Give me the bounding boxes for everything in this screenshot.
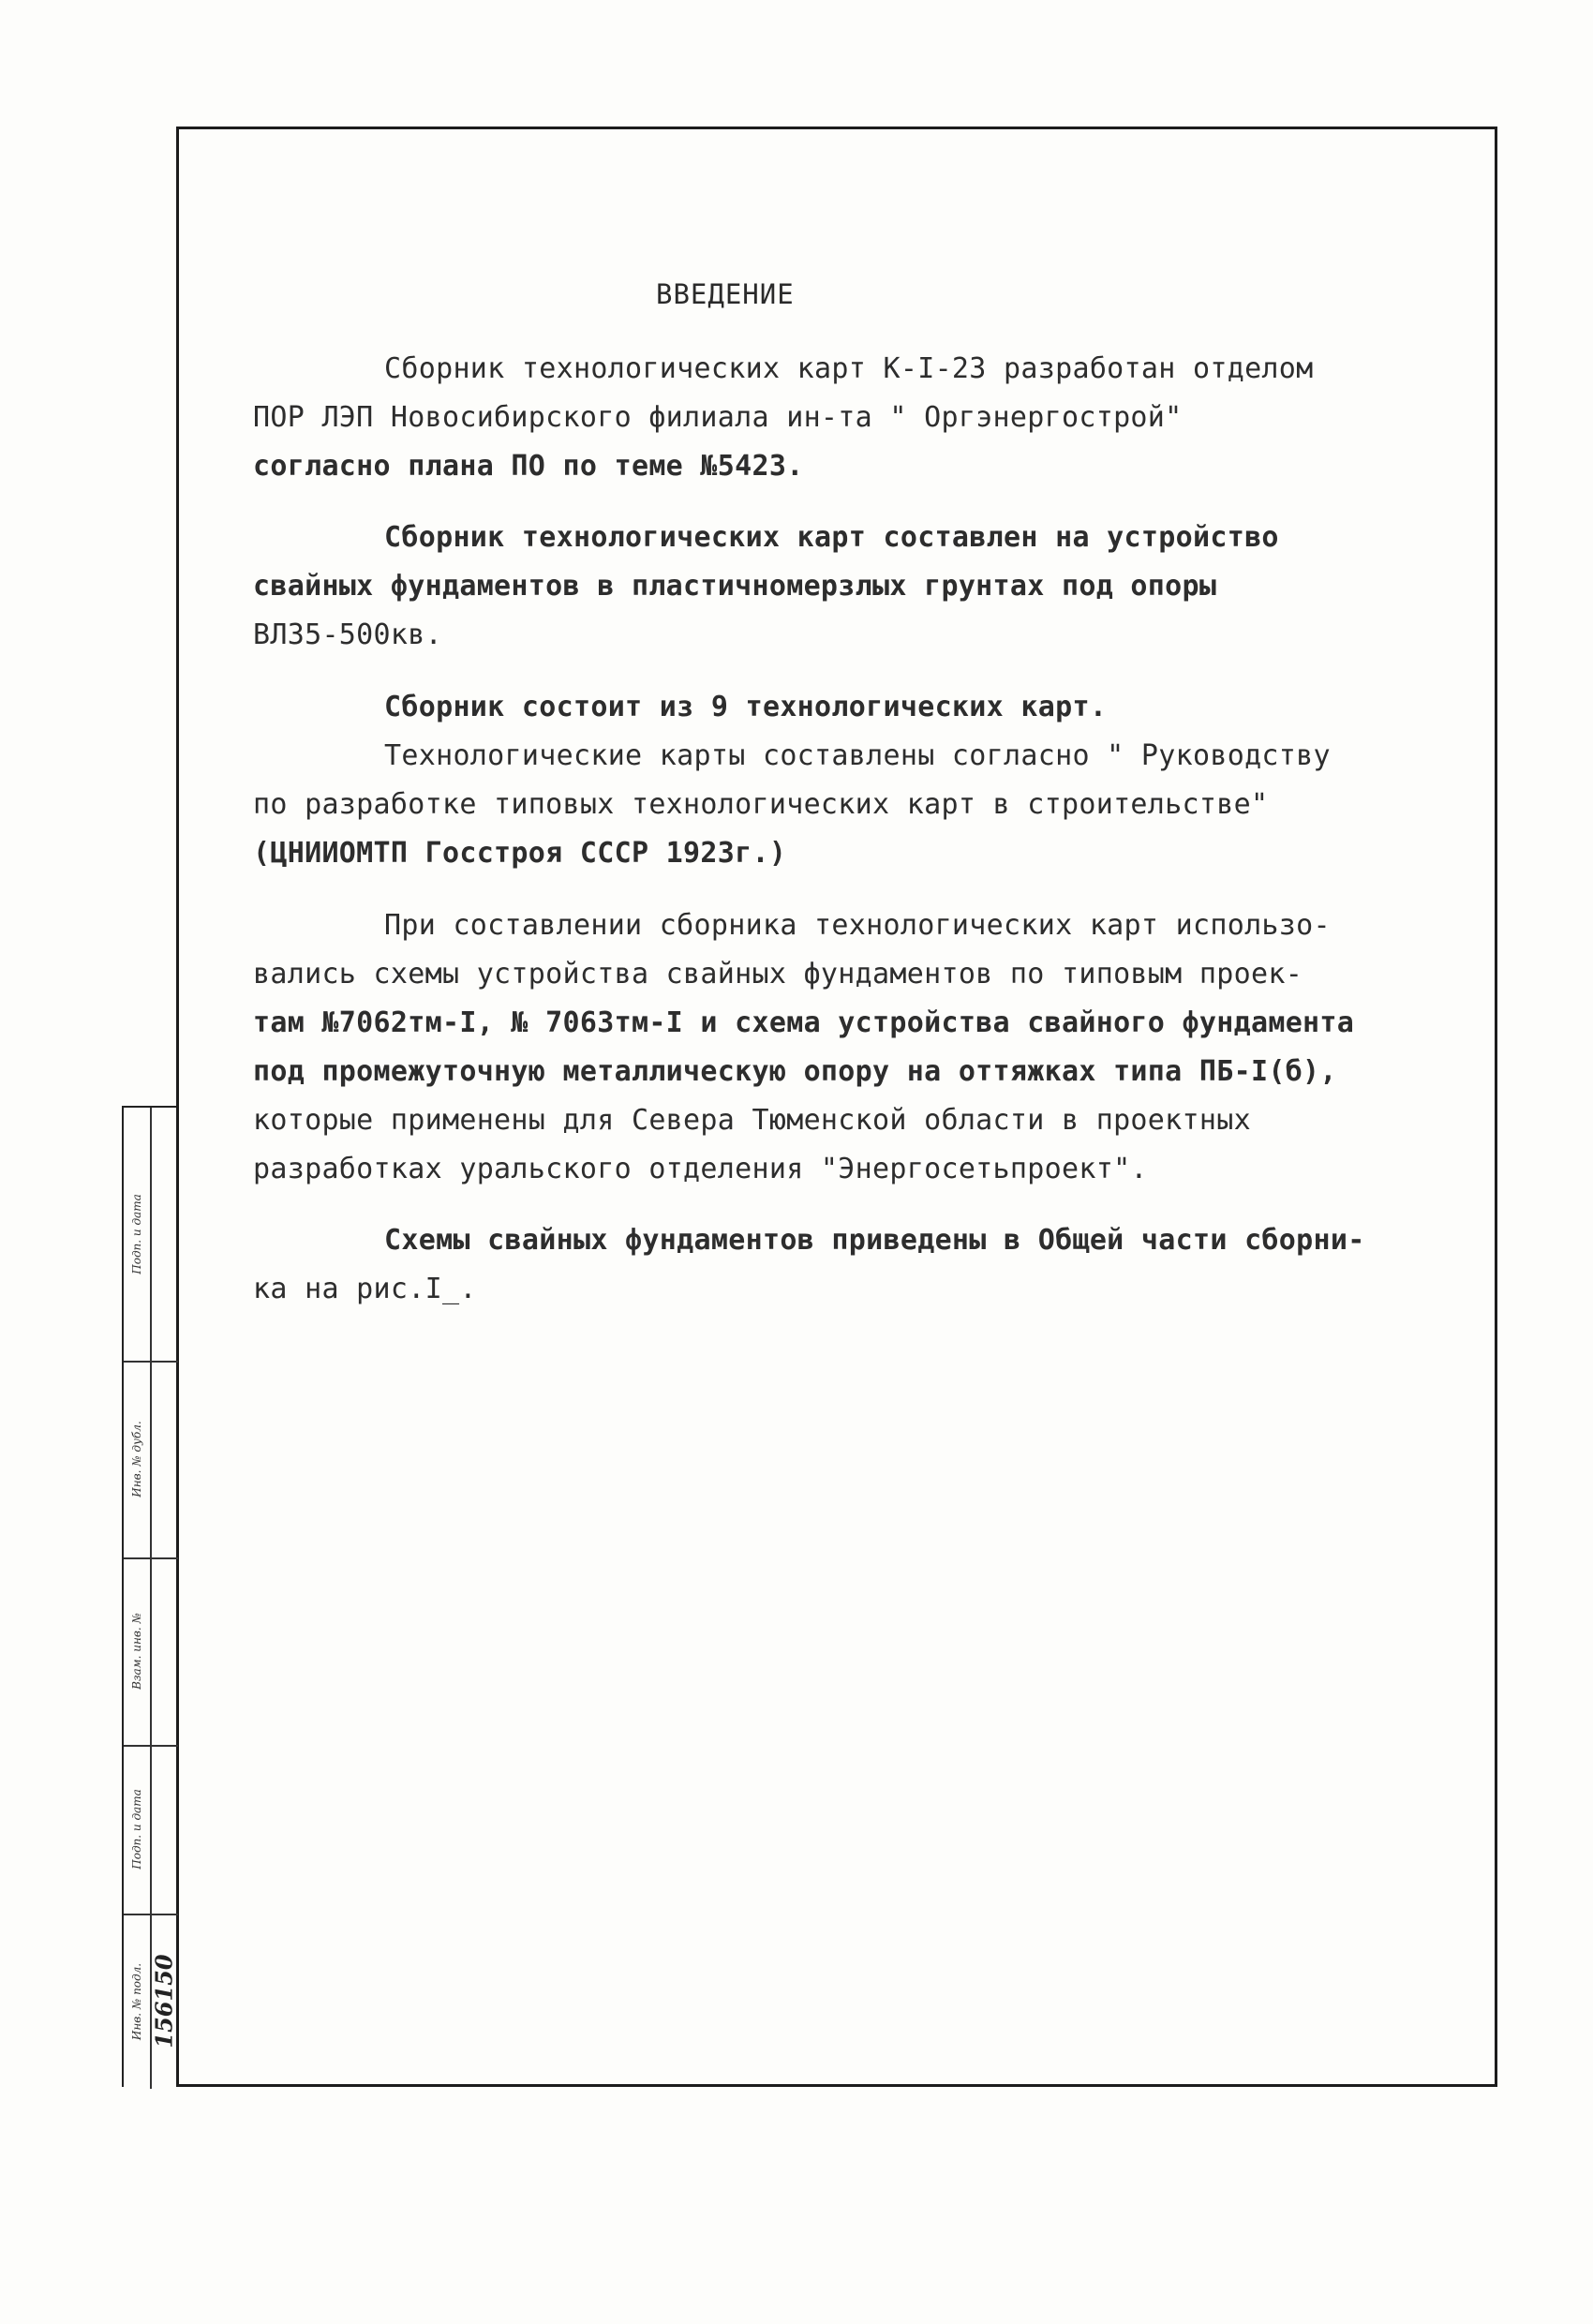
paragraph-1-line-1: Сборник технологических карт К-I-23 разработан отделом: [384, 352, 1314, 385]
paragraph-6-line-1: Схемы свайных фундаментов приведены в Общей части сборни-: [384, 1224, 1365, 1257]
paragraph-5-line-2: вались схемы устройства свайных фундаментов по типовым проек-: [253, 958, 1303, 991]
stamp-inventory-number: 156150: [150, 1954, 178, 2048]
paragraph-5-line-5: которые применены для Севера Тюменской области в проектных: [253, 1104, 1251, 1137]
stamp-cell-signature-date-2: [124, 1745, 150, 1914]
paragraph-5-line-1: При составлении сборника технологических карт использо-: [384, 909, 1331, 942]
stamp-cell-signature-date-1: [124, 1108, 150, 1361]
paragraph-4-line-2: по разработке типовых технологических карт в строительстве": [253, 788, 1269, 821]
stamp-label-duplicate-inv: Инв. № дубл.: [130, 1421, 143, 1497]
paragraph-1-line-2: ПОР ЛЭП Новосибирского филиала ин-та " Оргэнергострой": [253, 401, 1183, 434]
paragraph-6-line-2: ка на рис.I_.: [253, 1273, 477, 1305]
stamp-label-signature-date-2: Подп. и дата: [130, 1789, 143, 1870]
paragraph-2-line-1: Сборник технологических карт составлен на устройство: [384, 521, 1279, 554]
stamp-cell-duplicate-inv: [124, 1361, 150, 1557]
paragraph-2-line-2: свайных фундаментов в пластичномерзлых грунтах под опоры: [253, 570, 1217, 603]
stamp-cell-replacement-inv: [124, 1557, 150, 1745]
paragraph-5-line-3: там №7062тм-I, № 7063тм-I и схема устройства свайного фундамента: [253, 1006, 1355, 1039]
document-title: ВВЕДЕНИЕ: [656, 278, 795, 310]
paragraph-5-line-4: под промежуточную металлическую опору на оттяжках типа ПБ-I(б),: [253, 1055, 1337, 1088]
paragraph-2-line-3: ВЛ35-500кв.: [253, 618, 442, 651]
paragraph-5-line-6: разработках уральского отделения "Энергосетьпроект".: [253, 1153, 1148, 1185]
paragraph-4-line-3: (ЦНИИОМТП Госстроя СССР 1923г.): [253, 837, 787, 870]
margin-stamp: [122, 1106, 176, 2087]
paragraph-3-line-1: Сборник состоит из 9 технологических карт.: [384, 691, 1108, 723]
paragraph-4-line-1: Технологические карты составлены согласно " Руководству: [384, 739, 1331, 772]
stamp-label-original-inv: Инв. № подл.: [130, 1962, 144, 2040]
stamp-cell-original-inv: [124, 1914, 150, 2089]
stamp-inventory-number-cell: [150, 1914, 178, 2089]
stamp-label-replacement-inv: Взам. инв. №: [130, 1613, 144, 1690]
paragraph-1-line-3: согласно плана ПО по теме №5423.: [253, 450, 804, 483]
stamp-label-signature-date-1: Подп. и дата: [130, 1194, 143, 1274]
